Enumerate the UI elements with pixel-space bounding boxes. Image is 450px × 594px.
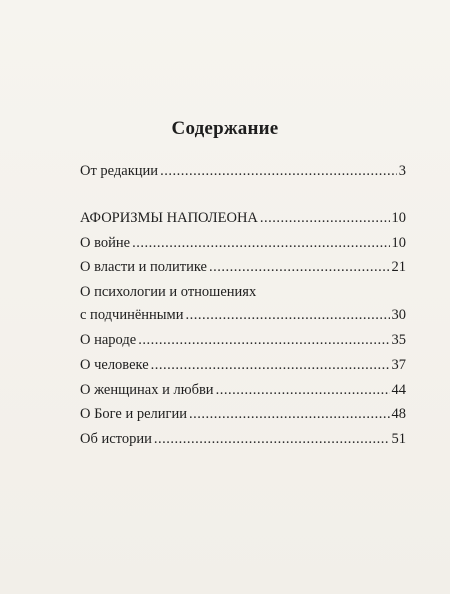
leader-dots	[260, 209, 390, 227]
leader-dots	[160, 162, 397, 180]
leader-dots	[154, 430, 390, 448]
toc-entry-psychology	[80, 306, 406, 331]
toc-entry-label: О войне	[80, 234, 131, 251]
toc-entry-page: 3	[398, 163, 406, 179]
toc-entry-people	[80, 331, 406, 356]
toc-entry-label: О человеке	[80, 356, 149, 373]
leader-dots	[185, 306, 389, 324]
toc-entry-power-politics	[80, 258, 406, 283]
toc-entry-page: 30	[391, 307, 406, 324]
toc-entry-label: АФОРИЗМЫ НАПОЛЕОНА	[80, 209, 258, 226]
toc-entry-page: 51	[391, 431, 406, 448]
toc-entry-label: О женщинах и любви	[80, 381, 214, 398]
toc-entry-history	[80, 430, 406, 455]
toc-entry-aphorisms	[80, 209, 406, 234]
toc-entry-page: 21	[391, 259, 406, 276]
toc-entry-human	[80, 356, 406, 381]
toc-entry-label: с подчинёнными	[80, 307, 184, 324]
toc-entry-psychology-line1	[80, 283, 406, 306]
toc-entry-page: 44	[391, 381, 406, 398]
leader-dots	[151, 356, 390, 374]
toc-entry-women-love	[80, 381, 406, 406]
toc-entry-label: О Боге и религии	[80, 406, 188, 423]
table-of-contents	[80, 162, 406, 455]
toc-entry-war	[80, 234, 406, 259]
toc-entry-page: 37	[391, 356, 406, 373]
toc-entry-label: О власти и политике	[80, 259, 207, 276]
toc-entry-page: 35	[391, 331, 406, 348]
toc-entry-page: 10	[391, 234, 406, 251]
leader-dots	[209, 258, 390, 276]
leader-dots	[189, 405, 389, 423]
leader-dots	[132, 234, 389, 252]
toc-entry-label: Об истории	[80, 431, 152, 448]
toc-entry-editorial	[80, 162, 406, 187]
toc-entry-god-religion	[80, 405, 406, 430]
toc-entry-label: О психологии и отношениях	[80, 284, 257, 301]
page-title: Содержание	[171, 118, 279, 139]
section-gap	[80, 187, 406, 209]
toc-entry-page: 48	[391, 406, 406, 423]
toc-entry-label: О народе	[80, 331, 137, 348]
leader-dots	[216, 381, 390, 399]
leader-dots	[138, 331, 389, 349]
toc-entry-label: От редакции	[80, 163, 159, 179]
toc-entry-page: 10	[391, 209, 406, 226]
